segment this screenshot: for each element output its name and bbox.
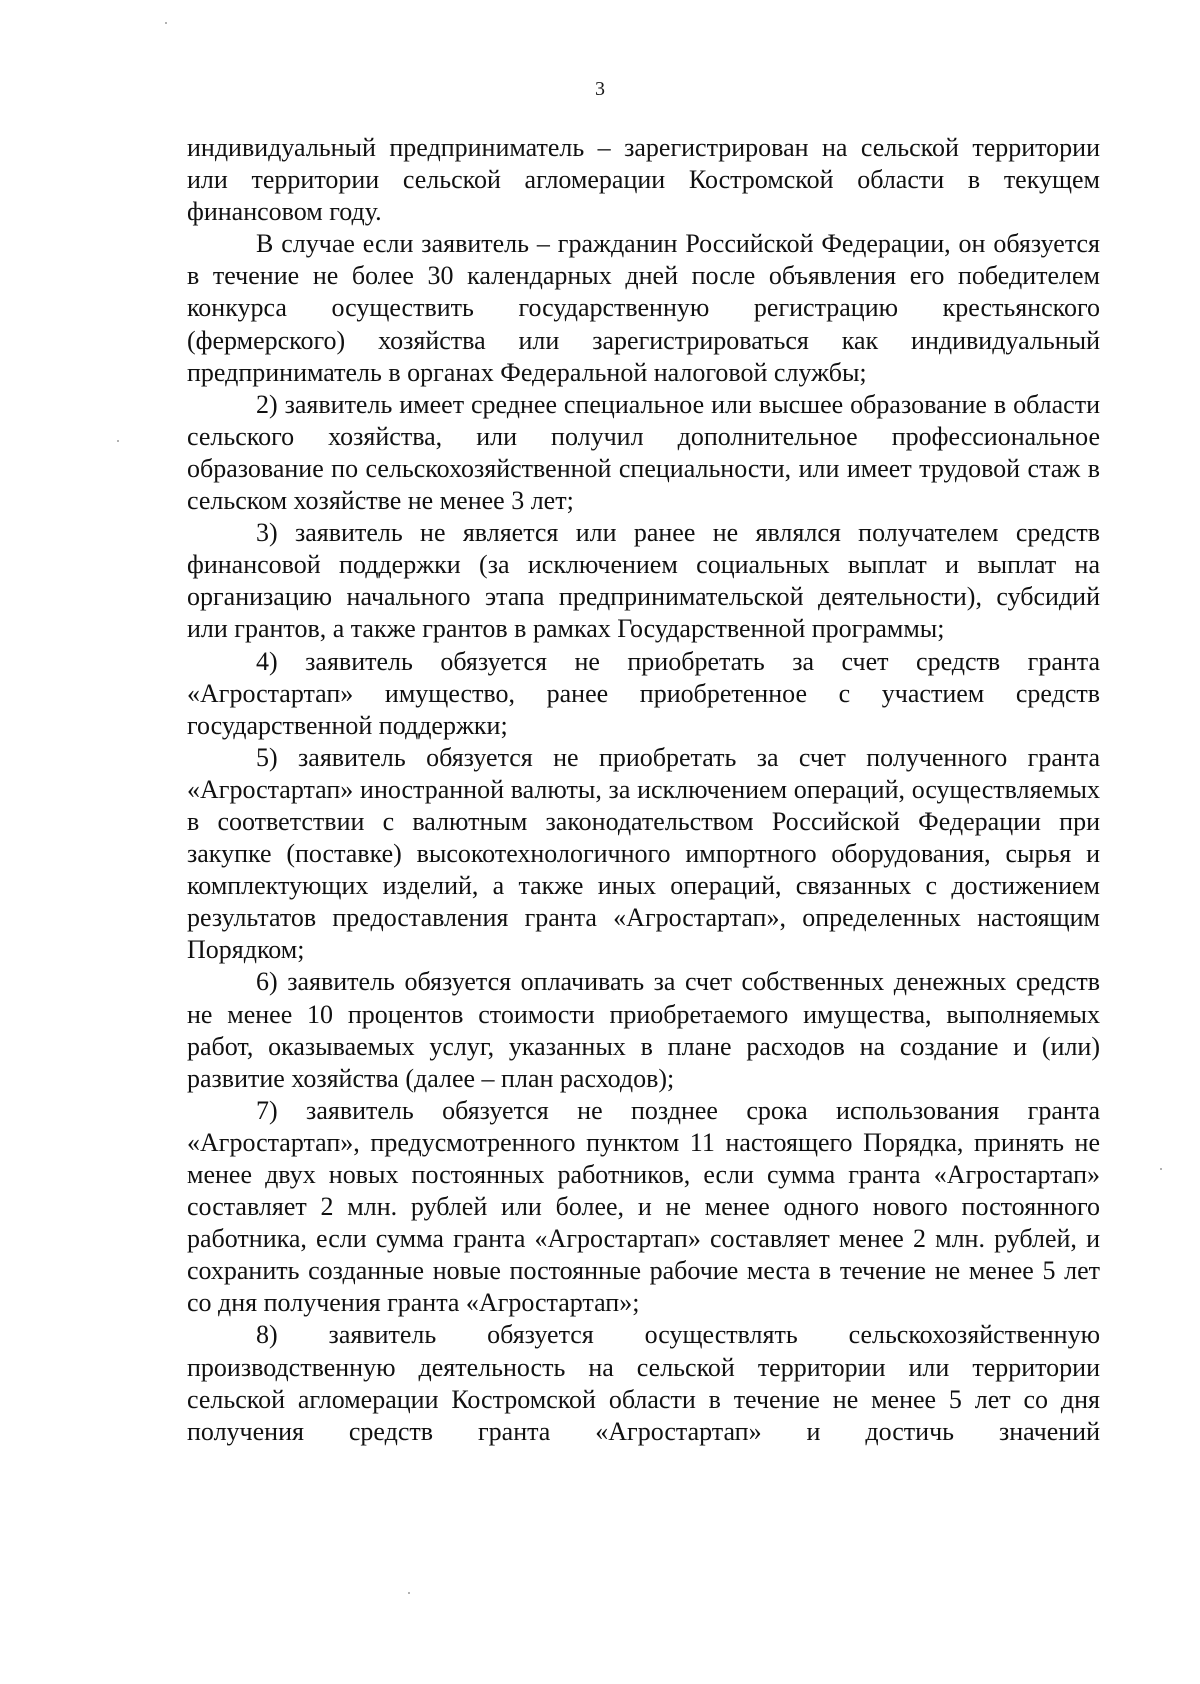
paragraph-item-3: 3) заявитель не является или ранее не являлся получателем средств финансовой поддержки (за исключением социальных выплат и выплат на организацию начального этапа предпринимательской деятельности), субсидий или грантов, а также грантов в рамках Государственной программы; [187,518,1100,644]
paragraph-item-7: 7) заявитель обязуется не позднее срока использования гранта «Агростартап», предусмотренного пунктом 11 настоящего Порядка, принять не менее двух новых постоянных работников, если сумма гранта «Агростартап» составляет 2 млн. рублей или более, и не менее одного нового постоянного работника, если сумма гранта «Агростартап» составляет менее 2 млн. рублей, и сохранить созданные новые постоянные рабочие места в течение не менее 5 лет со дня получения гранта «Агростартап»; [187,1095,1100,1318]
paragraph-item-2: 2) заявитель имеет среднее специальное или высшее образование в области сельского хозяйства, или получил дополнительное профессиональное образование по сельскохозяйственной специальности, или имеет трудовой стаж в сельском хозяйстве не менее 3 лет; [187,389,1100,516]
scan-speck [165,22,167,24]
scan-speck [1160,1168,1162,1170]
scan-speck [117,440,119,442]
page-number: 3 [595,78,605,100]
scan-speck [408,1592,410,1594]
paragraph-item-5: 5) заявитель обязуется не приобретать за счет полученного гранта «Агростартап» иностранной валюты, за исключением операций, осуществляемых в соответствии с валютным законодательством Российской Федерации при закупке (поставке) высокотехнологичного импортного оборудования, сырья и комплектующих изделий, а также иных операций, связанных с достижением результатов предоставления гранта «Агростартап», определенных настоящим Порядком; [187,742,1100,965]
paragraph-item-6: 6) заявитель обязуется оплачивать за счет собственных денежных средств не менее 10 процентов стоимости приобретаемого имущества, выполняемых работ, оказываемых услуг, указанных в плане расходов на создание и (или) развитие хозяйства (далее – план расходов); [187,967,1100,1093]
paragraph-item-4: 4) заявитель обязуется не приобретать за счет средств гранта «Агростартап» имущество, ранее приобретенное с участием средств государственной поддержки; [187,646,1100,740]
paragraph-continuation: индивидуальный предприниматель – зарегистрирован на сельской территории или территории сельской агломерации Костромской области в текущем финансовом году. [187,133,1100,227]
document-body [187,132,1100,1448]
paragraph-item-8: 8) заявитель обязуется осуществлять сельскохозяйственную производственную деятельность на сельской территории или территории сельской агломерации Костромской области в течение не менее 5 лет со дня получения средств гранта «Агростартап» и достичь значений [187,1320,1100,1446]
paragraph-citizen-obligation: В случае если заявитель – гражданин Российской Федерации, он обязуется в течение не более 30 календарных дней после объявления его победителем конкурса осуществить государственную регистрацию крестьянского (фермерского) хозяйства или зарегистрироваться как индивидуальный предприниматель в органах Федеральной налоговой службы; [187,229,1100,387]
